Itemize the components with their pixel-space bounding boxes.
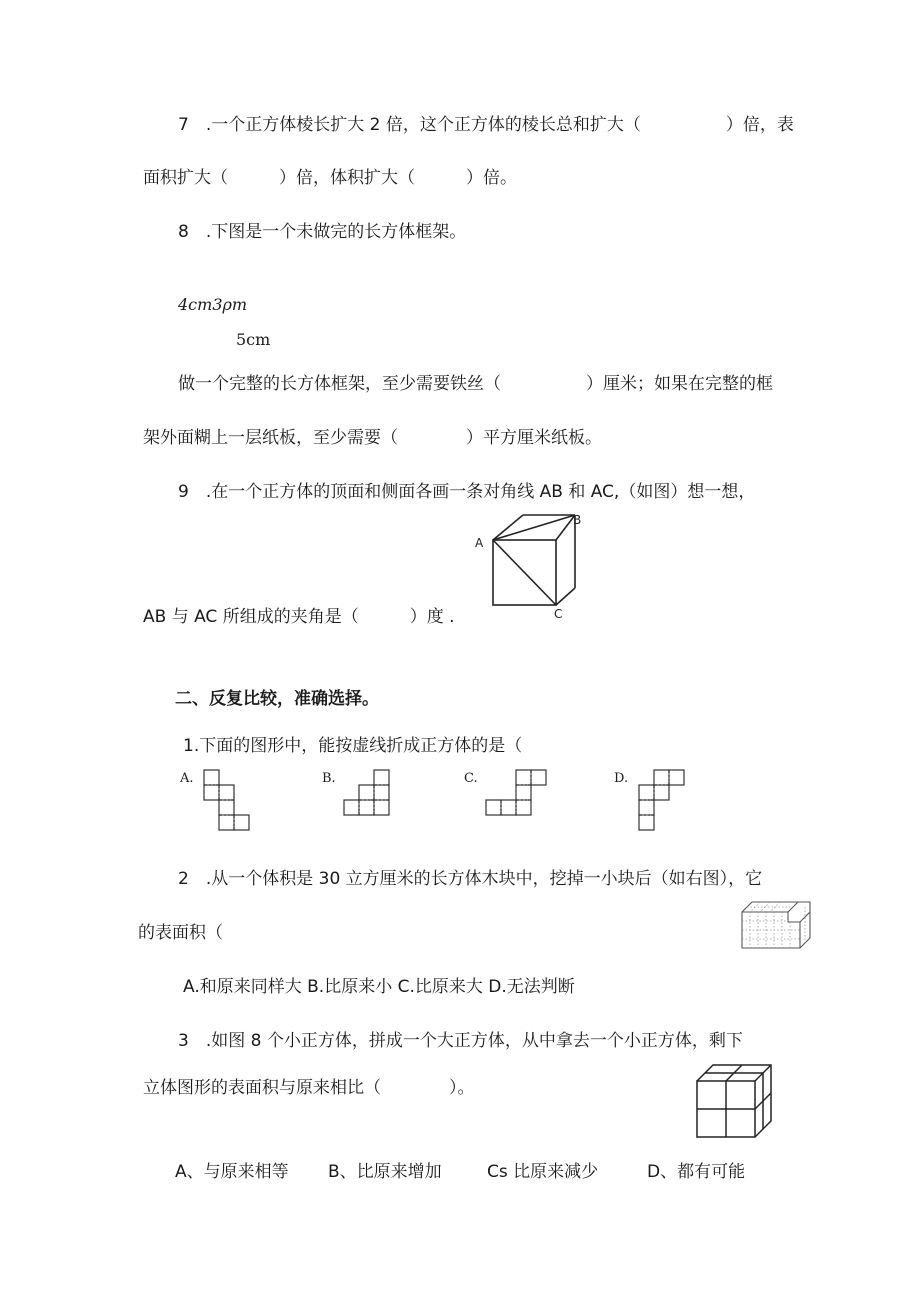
s2q1-line1: 1.下面的图形中，能按虚线折成正方体的是（ xyxy=(183,736,523,756)
q9-label-a: A xyxy=(475,536,484,550)
s2q3-option-b: B、比原来增加 xyxy=(328,1162,442,1182)
s2q3-line2: 立体图形的表面积与原来相比（ ）。 xyxy=(143,1078,475,1098)
s2q1-option-a-label: A. xyxy=(180,771,194,786)
s2q3-option-d: D、都有可能 xyxy=(647,1162,746,1182)
section2-heading: 二、反复比较，准确选择。 xyxy=(175,689,379,709)
q8-figure-label-1: 4cm3ρm xyxy=(178,295,248,314)
s2q1-net-c xyxy=(485,769,547,819)
q8-line2: 做一个完整的长方体框架，至少需要铁丝（ ）厘米；如果在完整的框 xyxy=(178,374,773,394)
s2q1-option-d-label: D. xyxy=(614,771,629,786)
q7-line2: 面积扩大（ ）倍，体积扩大（ ）倍。 xyxy=(143,168,517,188)
q7-line1: 7 .一个正方体棱长扩大 2 倍，这个正方体的棱长总和扩大（ ）倍，表 xyxy=(178,115,794,135)
s2q3-option-a: A、与原来相等 xyxy=(175,1162,289,1182)
q9-cube-figure xyxy=(470,510,580,625)
q9-line1: 9 .在一个正方体的顶面和侧面各画一条对角线 AB 和 AC,（如图）想一想， xyxy=(178,482,756,502)
q9-label-b: B xyxy=(573,513,582,527)
q8-figure-label-2: 5cm xyxy=(236,330,271,349)
s2q1-option-b-label: B. xyxy=(322,771,336,786)
s2q2-block-figure xyxy=(740,900,814,950)
s2q1-net-d xyxy=(638,769,686,833)
s2q3-line1: 3 .如图 8 个小正方体，拼成一个大正方体，从中拿去一个小正方体，剩下 xyxy=(178,1031,743,1051)
q8-line1: 8 .下图是一个未做完的长方体框架。 xyxy=(178,222,467,242)
s2q2-options: A.和原来同样大 B.比原来小 C.比原来大 D.无法判断 xyxy=(183,977,575,997)
s2q3-option-c: Cs 比原来减少 xyxy=(487,1162,599,1182)
s2q1-net-b xyxy=(343,769,391,819)
s2q2-line2: 的表面积（ xyxy=(138,923,223,943)
s2q1-net-a xyxy=(203,769,251,833)
s2q2-line1: 2 .从一个体积是 30 立方厘米的长方体木块中，挖掉一小块后（如右图），它 xyxy=(178,869,763,889)
q8-line3: 架外面糊上一层纸板，至少需要（ ）平方厘米纸板。 xyxy=(143,428,602,448)
s2q3-cube-figure xyxy=(693,1063,775,1139)
q9-line2: AB 与 AC 所组成的夹角是（ ）度 . xyxy=(143,607,455,627)
s2q1-option-c-label: C. xyxy=(464,771,478,786)
q9-label-c: C xyxy=(554,607,563,621)
